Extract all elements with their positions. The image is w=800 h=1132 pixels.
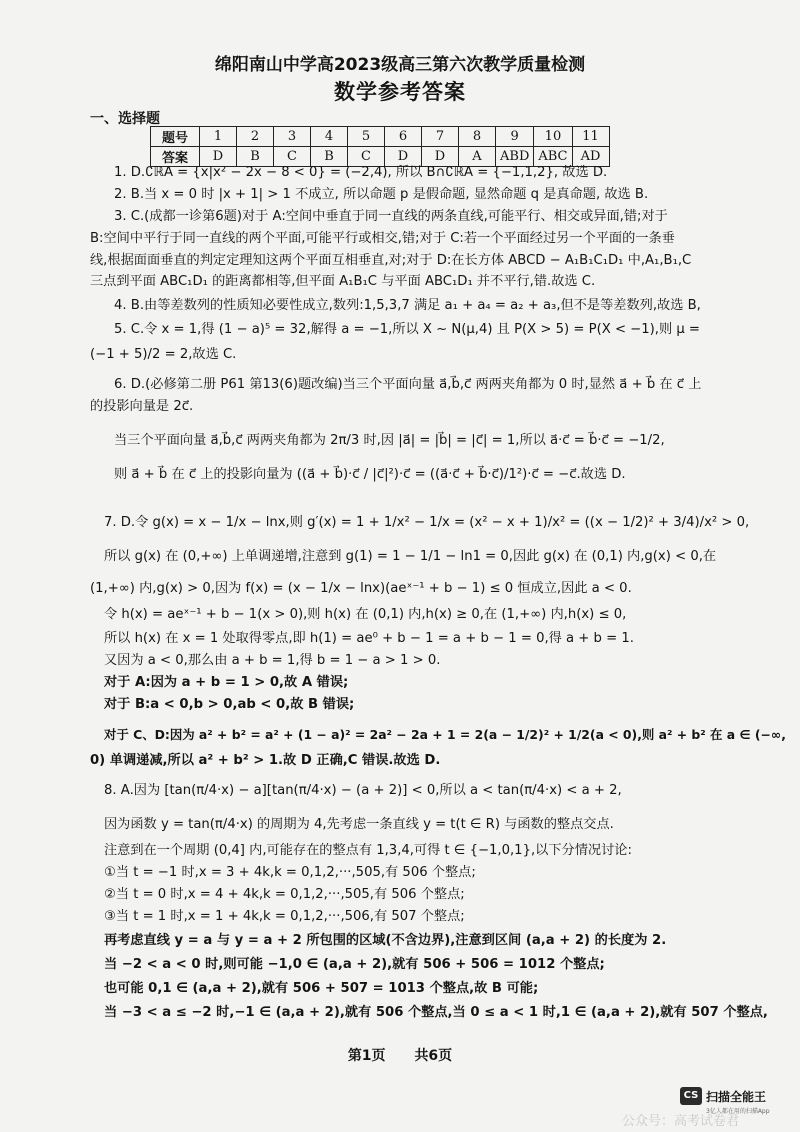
row-label: 题号 [151,127,200,147]
solution-line: 当 −2 < a < 0 时,则可能 −1,0 ∈ (a,a + 2),就有 506 + 506 = 1012 个整点; [104,957,605,972]
solution-line: 对于 C、D:因为 a² + b² = a² + (1 − a)² = 2a² − 2a + 1 = 2(a − 1/2)² + 1/2(a < 0),则 a² + b² 在 a ∈ (−∞, [104,727,786,742]
solution-line: 三点到平面 ABC₁D₁ 的距离都相等,但平面 A₁B₁C 与平面 ABC₁D₁ 并不平行,错.故选 C. [90,274,596,289]
solution-line: 对于 A:因为 a + b = 1 > 0,故 A 错误; [104,675,349,690]
question-number: 4 [311,127,348,147]
solution-line: 令 h(x) = aeˣ⁻¹ + b − 1(x > 0),则 h(x) 在 (0,1) 内,h(x) ≥ 0,在 (1,+∞) 内,h(x) ≤ 0, [104,607,627,622]
solution-line: 则 a⃗ + b⃗ 在 c⃗ 上的投影向量为 ((a⃗ + b⃗)·c⃗ / |c⃗|²)·c⃗ = ((a⃗·c⃗ + b⃗·c⃗)/1²)·c⃗ = −c⃗.故选 D. [114,467,626,482]
solution-line: 注意到在一个周期 (0,4] 内,可能存在的整点有 1,3,4,可得 t ∈ {−1,0,1},以下分情况讨论: [104,843,632,858]
solution-line: (1,+∞) 内,g(x) > 0,因为 f(x) = (x − 1/x − lnx)(aeˣ⁻¹ + b − 1) ≤ 0 恒成立,因此 a < 0. [90,581,632,596]
solution-line: ①当 t = −1 时,x = 3 + 4k,k = 0,1,2,···,505,有 506 个整点; [104,865,476,880]
question-number: 9 [496,127,534,147]
answer-cell: ABC [534,147,572,167]
solution-line: 对于 B:a < 0,b > 0,ab < 0,故 B 错误; [104,697,355,712]
solution-line: 所以 h(x) 在 x = 1 处取得零点,即 h(1) = ae⁰ + b − 1 = a + b − 1 = 0,得 a + b = 1. [104,631,634,646]
answer-cell: B [311,147,348,167]
question-number: 7 [422,127,459,147]
scanner-tagline: 3亿人都在用的扫描App [706,1108,770,1115]
question-number: 2 [237,127,274,147]
solution-line: 7. D.令 g(x) = x − 1/x − lnx,则 g′(x) = 1 + 1/x² − 1/x = (x² − x + 1)/x² = ((x − 1/2)² + 3/4)/x² > 0, [104,515,750,530]
answer-cell: C [348,147,385,167]
answer-cell: AD [572,147,609,167]
answer-cell: D [422,147,459,167]
page-footer [0,1045,800,1065]
answer-cell: B [237,147,274,167]
question-number: 3 [274,127,311,147]
solution-line: 又因为 a < 0,那么由 a + b = 1,得 b = 1 − a > 1 > 0. [104,653,441,668]
exam-title: 绵阳南山中学高2023级高三第六次教学质量检测 [214,55,586,75]
answer-cell: C [274,147,311,167]
solution-line: 5. C.令 x = 1,得 (1 − a)⁵ = 32,解得 a = −1,所以 X ~ N(μ,4) 且 P(X > 5) = P(X < −1),则 μ = [114,322,700,337]
solution-line: 所以 g(x) 在 (0,+∞) 上单调递增,注意到 g(1) = 1 − 1/1 − ln1 = 0,因此 g(x) 在 (0,1) 内,g(x) < 0,在 [104,549,717,564]
answer-table [150,126,610,167]
answer-cell: D [200,147,237,167]
solution-line: 因为函数 y = tan(π/4·x) 的周期为 4,先考虑一条直线 y = t(t ∈ R) 与函数的整点交点. [104,817,614,832]
solution-line: 1. D.∁ℝA = {x|x² − 2x − 8 < 0} = (−2,4), 所以 B∩∁ℝA = {−1,1,2}, 故选 D. [114,165,608,180]
solution-line: 当三个平面向量 a⃗,b⃗,c⃗ 两两夹角都为 2π/3 时,因 |a⃗| = |b⃗| = |c⃗| = 1,所以 a⃗·c⃗ = b⃗·c⃗ = −1/2, [114,433,665,448]
watermark: 公众号：高考试卷君 [622,1114,740,1129]
question-number: 1 [200,127,237,147]
solution-line: (−1 + 5)/2 = 2,故选 C. [90,347,237,362]
scanner-app-name: 扫描全能王 [706,1090,767,1104]
row-label: 答案 [151,147,200,167]
page-total: 共6页 [414,1048,453,1064]
solution-line: 8. A.因为 [tan(π/4·x) − a][tan(π/4·x) − (a + 2)] < 0,所以 a < tan(π/4·x) < a + 2, [104,783,622,798]
question-number: 11 [572,127,609,147]
question-number: 5 [348,127,385,147]
question-number-row [151,127,610,147]
camscanner-logo-icon: CS [680,1087,702,1105]
solution-line: 也可能 0,1 ∈ (a,a + 2),就有 506 + 507 = 1013 个整点,故 B 可能; [104,981,539,996]
answer-cell: D [385,147,422,167]
solution-line: 再考虑直线 y = a 与 y = a + 2 所包围的区域(不含边界),注意到区间 (a,a + 2) 的长度为 2. [104,933,667,948]
solution-line: 2. B.当 x = 0 时 |x + 1| > 1 不成立, 所以命题 p 是假命题, 显然命题 q 是真命题, 故选 B. [114,187,649,202]
question-number: 10 [534,127,572,147]
solution-line: ③当 t = 1 时,x = 1 + 4k,k = 0,1,2,···,506,有 507 个整点; [104,909,465,924]
solution-line: 3. C.(成都一诊第6题)对于 A:空间中垂直于同一直线的两条直线,可能平行、相交或异面,错;对于 [114,209,668,224]
answer-subtitle: 数学参考答案 [334,80,466,104]
solution-line: ②当 t = 0 时,x = 4 + 4k,k = 0,1,2,···,505,有 506 个整点; [104,887,465,902]
solution-line: 4. B.由等差数列的性质知必要性成立,数列:1,5,3,7 满足 a₁ + a₄ = a₂ + a₃,但不是等差数列,故选 B, [114,298,701,313]
question-number: 6 [385,127,422,147]
solution-line: 线,根据面面垂直的判定定理知这两个平面互相垂直,对;对于 D:在长方体 ABCD − A₁B₁C₁D₁ 中,A₁,B₁,C [90,253,692,268]
solution-line: 6. D.(必修第二册 P61 第13(6)题改编)当三个平面向量 a⃗,b⃗,c⃗ 两两夹角都为 0 时,显然 a⃗ + b⃗ 在 c⃗ 上 [114,377,702,392]
solution-line: 0) 单调递减,所以 a² + b² > 1.故 D 正确,C 错误.故选 D. [90,753,441,768]
question-number: 8 [459,127,496,147]
page-number: 第1页 [347,1048,386,1064]
solution-line: 的投影向量是 2c⃗. [90,399,194,414]
solution-line: 当 −3 < a ≤ −2 时,−1 ∈ (a,a + 2),就有 506 个整点,当 0 ≤ a < 1 时,1 ∈ (a,a + 2),就有 507 个整点, [104,1005,768,1020]
answer-cell: ABD [496,147,534,167]
answer-cell: A [459,147,496,167]
solution-line: B:空间中平行于同一直线的两个平面,可能平行或相交,错;对于 C:若一个平面经过另一个平面的一条垂 [90,231,675,246]
section-label: 一、选择题 [90,111,160,127]
